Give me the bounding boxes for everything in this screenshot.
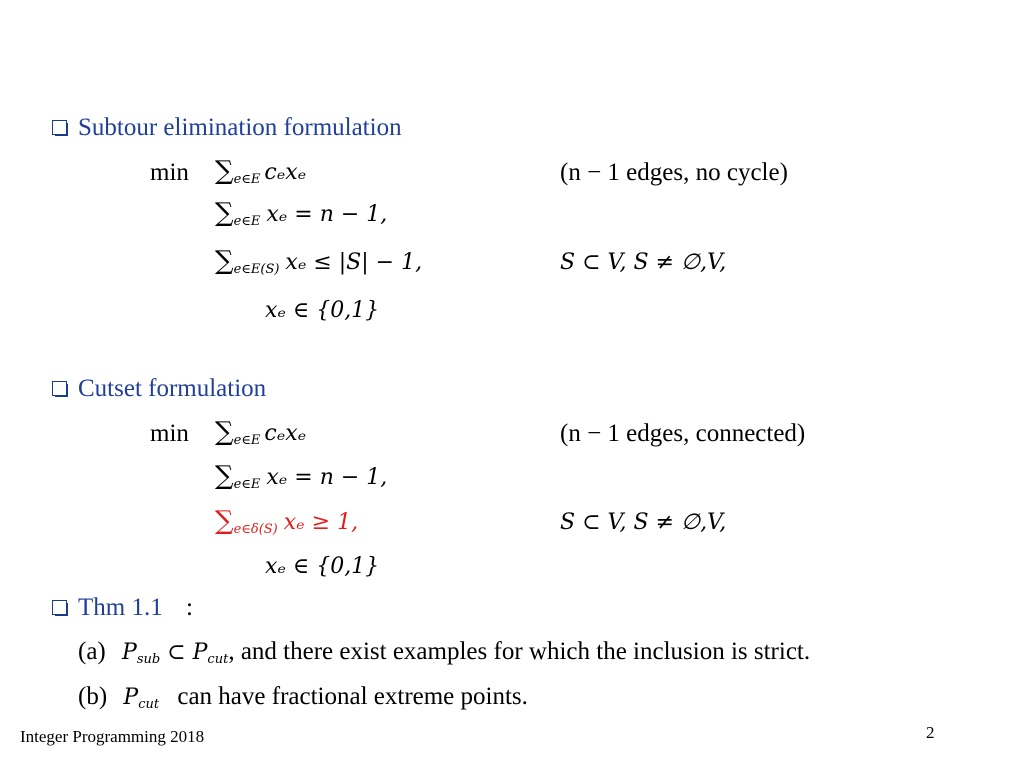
subtour-objective-note: (n − 1 edges, no cycle) bbox=[560, 159, 788, 186]
checkbox-bullet-icon bbox=[52, 120, 67, 135]
cutset-constraint-2: $\sum_{e\in\delta(S)}$ xₑ ≥ 1, bbox=[215, 506, 359, 537]
subtour-constraint-2: $\sum_{e\in E(S)}$ xₑ ≤ |S| − 1, bbox=[215, 246, 423, 277]
checkbox-bullet-icon bbox=[52, 600, 67, 615]
cutset-objective: $\sum_{e\in E}$ cₑxₑ bbox=[215, 417, 307, 448]
cutset-constraint-3: xₑ ∈ {0,1} bbox=[265, 554, 380, 579]
cutset-objective-note: (n − 1 edges, connected) bbox=[560, 420, 806, 447]
checkbox-bullet-icon bbox=[52, 381, 67, 396]
subtour-constraint-1: $\sum_{e\in E}$ xₑ = n − 1, bbox=[215, 198, 388, 229]
cutset-min-label: min bbox=[150, 420, 189, 447]
subtour-constraint-2-condition: S ⊂ V, S ≠ ∅,V, bbox=[560, 250, 727, 275]
subtour-min-label: min bbox=[150, 159, 189, 186]
cutset-constraint-1: $\sum_{e\in E}$ xₑ = n − 1, bbox=[215, 461, 388, 492]
theorem-heading: Thm 1.1 bbox=[78, 594, 163, 621]
theorem-part-b: (b) $P_{cut}$ can have fractional extreme points. bbox=[78, 683, 528, 712]
subtour-heading: Subtour elimination formulation bbox=[78, 114, 402, 141]
subtour-objective: $\sum_{e\in E}$ cₑxₑ bbox=[215, 156, 307, 187]
subtour-constraint-3: xₑ ∈ {0,1} bbox=[265, 298, 380, 323]
theorem-part-a: (a) $P_{sub}$ ⊂ $P_{cut}$, and there exist examples for which the inclusion is strict. bbox=[78, 638, 811, 667]
footer-course-title: Integer Programming 2018 bbox=[20, 727, 205, 746]
cutset-heading: Cutset formulation bbox=[78, 375, 267, 402]
page-number: 2 bbox=[926, 723, 935, 742]
theorem-colon: : bbox=[186, 594, 193, 621]
cutset-constraint-2-condition: S ⊂ V, S ≠ ∅,V, bbox=[560, 510, 727, 535]
